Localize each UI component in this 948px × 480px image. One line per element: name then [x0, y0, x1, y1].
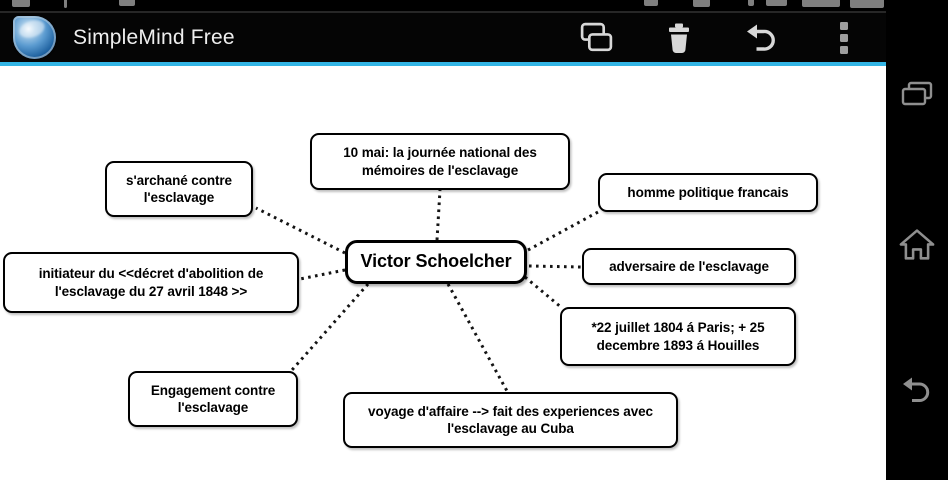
notification-icon — [64, 0, 67, 8]
link-top-left — [256, 208, 345, 253]
home-icon — [897, 225, 937, 265]
simplemind-app-icon[interactable] — [13, 16, 56, 59]
mindmap-node-bottom-left[interactable]: Engagement contre l'esclavage — [128, 371, 298, 427]
link-top — [437, 190, 440, 240]
mindmap-node-top-left[interactable]: s'archané contre l'esclavage — [105, 161, 253, 217]
link-right — [529, 266, 581, 267]
back-icon — [899, 372, 935, 408]
link-bottom-left — [292, 284, 368, 370]
link-top-right — [528, 212, 598, 250]
clock-text-partial — [850, 0, 884, 8]
clone-mindmap-button[interactable] — [574, 13, 618, 62]
layers-icon — [578, 19, 615, 56]
back-button[interactable] — [886, 366, 948, 414]
action-bar — [0, 13, 948, 62]
system-navigation-bar — [886, 0, 948, 480]
status-icon — [644, 0, 658, 6]
recent-apps-icon — [899, 77, 935, 113]
notification-icon — [119, 0, 135, 6]
link-bottom-right — [525, 277, 562, 308]
mindmap-node-center[interactable]: Victor Schoelcher — [345, 240, 527, 284]
trash-icon — [661, 20, 697, 56]
mindmap-node-bottom[interactable]: voyage d'affaire --> fait des experiences avec l'esclavage au Cuba — [343, 392, 678, 448]
recent-apps-button[interactable] — [886, 71, 948, 119]
link-bottom — [448, 284, 507, 391]
alarm-icon — [693, 0, 710, 7]
overflow-menu-icon — [829, 19, 859, 57]
app-title: SimpleMind Free — [73, 25, 235, 49]
undo-icon — [744, 20, 780, 56]
delete-button[interactable] — [657, 13, 701, 62]
mindmap-node-left[interactable]: initiateur du <<décret d'abolition de l'esclavage du 27 avril 1848 >> — [3, 252, 299, 313]
mindmap-canvas[interactable] — [0, 66, 886, 480]
link-left — [300, 270, 345, 279]
status-bar — [0, 0, 948, 13]
mindmap-node-right[interactable]: adversaire de l'esclavage — [582, 248, 796, 285]
battery-icon — [802, 0, 840, 7]
wifi-icon — [766, 0, 787, 6]
mindmap-node-top[interactable]: 10 mai: la journée national des mémoires de l'esclavage — [310, 133, 570, 190]
home-button[interactable] — [886, 221, 948, 269]
notification-icon — [12, 0, 30, 7]
mindmap-node-top-right[interactable]: homme politique francais — [598, 173, 818, 212]
signal-icon — [748, 0, 754, 6]
mindmap-node-bottom-right[interactable]: *22 juillet 1804 á Paris; + 25 decembre 1893 á Houilles — [560, 307, 796, 366]
undo-button[interactable] — [740, 13, 784, 62]
overflow-menu-button[interactable] — [824, 13, 864, 62]
